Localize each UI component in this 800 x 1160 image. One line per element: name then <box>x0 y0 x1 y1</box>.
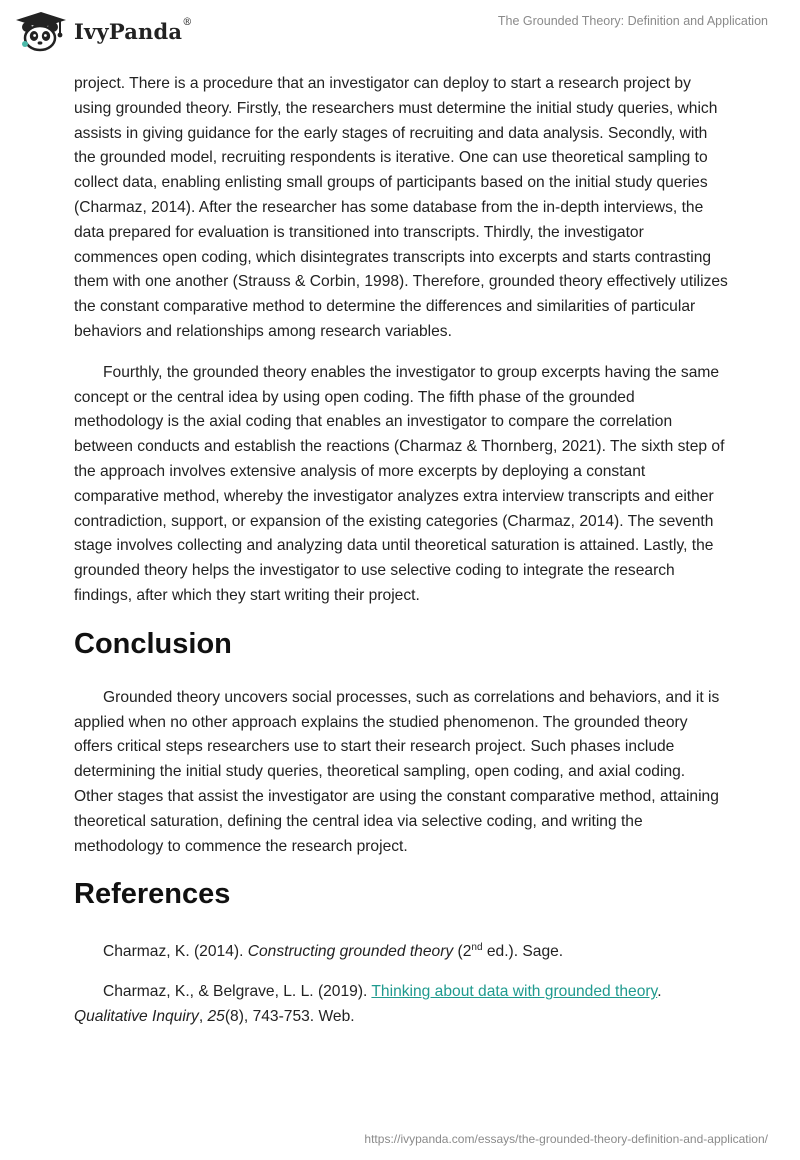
document-title: The Grounded Theory: Definition and Application <box>497 14 768 28</box>
body-paragraph-1: project. There is a procedure that an investigator can deploy to start a research project by using grounded theory. Firstly, the researchers must determine the initial study queries, which assists in giving guidance for the early stages of recruiting and data analysis. Secondly, with the grounded model, recruiting respondents is iterative. One can use theoretical sampling to collect data, enabling enlisting small groups of participants based on the initial study queries (Charmaz, 2014). After the researcher has some database from the in-depth interviews, the data prepared for evaluation is transitioned into transcripts. Thirdly, the investigator commences open coding, which disintegrates transcripts into excerpts and starts contrasting them with one another (Strauss & Corbin, 1998). Therefore, grounded theory effectively utilizes the constant comparative method to determine the differences and similarities of particular behaviors and relationships among research variables. <box>74 75 728 340</box>
reference-item: Charmaz, K. (2014). Constructing grounded theory (2nd ed.). Sage. <box>103 942 564 961</box>
brand-name: IvyPanda® <box>74 16 193 44</box>
source-url[interactable]: https://ivypanda.com/essays/the-grounded-theory-definition-and-application/ <box>364 1132 768 1146</box>
reference-item: Charmaz, K., & Belgrave, L. L. (2019). Thinking about data with grounded theory. Qualitative Inquiry, 25(8), 743-753. Web. <box>74 983 662 1026</box>
panda-graduate-icon <box>14 10 68 52</box>
essay-content <box>74 72 728 1045</box>
conclusion-paragraph: Grounded theory uncovers social processes, such as correlations and behaviors, and it is applied when no other approach explains the studied phenomenon. The grounded theory offers critical steps researchers use to start their research project. Such phases include determining the initial study queries, theoretical sampling, open coding, and axial coding. Other stages that assist the investigator are using the constant comparative method, attaining theoretical saturation, defining the central idea via selective coding, and writing the methodology to commence the research project. <box>74 688 720 855</box>
reference-link[interactable]: Thinking about data with grounded theory <box>371 983 658 1001</box>
body-paragraph-2: Fourthly, the grounded theory enables the investigator to group excerpts having the same concept or the central idea by using open coding. The fifth phase of the grounded methodology is the axial coding that enables an investigator to compare the correlation between conducts and establish the reactions (Charmaz & Thornberg, 2021). The sixth step of the approach involves extensive analysis of more excerpts by deploying a constant comparative method, whereby the investigator analyzes extra interview transcripts and either contradiction, support, or expansion of the existing categories (Charmaz, 2014). The seventh stage involves collecting and analyzing data until theoretical saturation is attained. Lastly, the grounded theory helps the investigator to use selective coding to integrate the research findings, after which they start writing their project. <box>74 363 725 604</box>
references-heading: References <box>74 878 231 911</box>
ivypanda-logo[interactable] <box>14 10 192 52</box>
page-header <box>0 0 800 70</box>
conclusion-heading: Conclusion <box>74 627 232 660</box>
